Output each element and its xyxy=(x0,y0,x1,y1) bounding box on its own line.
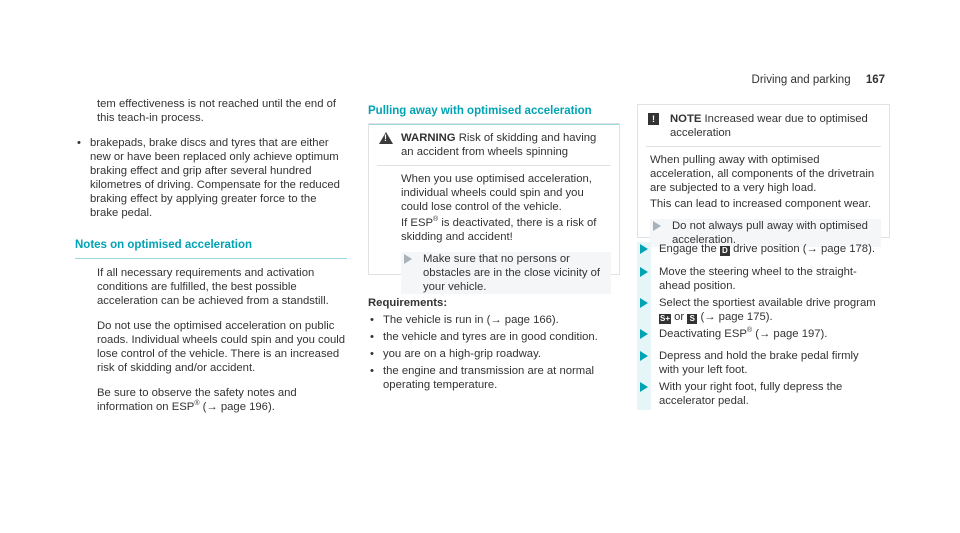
step-arrow-icon xyxy=(640,244,648,254)
step-arrow-icon xyxy=(640,267,648,277)
step-text: Depress and hold the brake pedal firmly with your left foot. xyxy=(659,350,859,376)
esp-ref-text: Be sure to observe the safety notes and information on ESP xyxy=(97,387,297,413)
warning-header xyxy=(369,124,619,165)
step-text: Select the sportiest available drive program xyxy=(659,297,876,309)
section-title-notes: Notes on optimised acceleration xyxy=(75,238,347,259)
page-ref-link[interactable]: (→ page 196). xyxy=(199,401,275,413)
notes-paragraph-3 xyxy=(75,386,347,414)
warning-step xyxy=(401,252,611,294)
requirements-list xyxy=(368,313,618,392)
registered-mark: ® xyxy=(194,400,200,408)
warning-risk-text: is deactivated, there is a risk of skidding and accident! xyxy=(401,217,597,243)
sport-plus-icon: S+ xyxy=(659,314,670,323)
note-title: Increased wear due to optimised acceleration xyxy=(670,113,868,139)
page-header xyxy=(752,73,885,87)
step-text: drive position (→ page 178). xyxy=(729,243,875,255)
step-text: Deactivating ESP xyxy=(659,328,747,340)
warning-paragraph-1: When you use optimised acceleration, individual wheels could spin and you could lose control of the vehicle. xyxy=(401,173,592,213)
warning-label: WARNING xyxy=(401,132,456,144)
procedure-steps xyxy=(637,242,890,410)
warning-title: Risk of skidding and having an accident from wheels spinning xyxy=(401,132,597,158)
step-arrow-icon xyxy=(404,254,412,264)
warning-box xyxy=(368,123,620,293)
requirements-title: Requirements: xyxy=(368,297,448,309)
warning-paragraph-2 xyxy=(401,216,611,244)
step-text: Engage the xyxy=(659,243,720,255)
notes-paragraph-2: Do not use the optimised acceleration on public roads. Individual wheels could spin and you could lose control of the vehicle. There is an increased risk of skidding and/or accident. xyxy=(97,320,346,374)
sport-icon: S xyxy=(687,314,697,324)
step-brake-pedal xyxy=(637,349,881,377)
step-deactivate-esp xyxy=(637,327,827,341)
requirement-item: • the engine and transmission are at normal operating temperature. xyxy=(368,364,618,392)
requirement-item: • the vehicle and tyres are in good condition. xyxy=(368,330,618,344)
step-accelerator xyxy=(637,380,881,408)
step-text: (→ page 197). xyxy=(752,328,828,340)
note-paragraph-1: When pulling away with optimised acceleration, all components of the drivetrain are subjected to a very high load. xyxy=(650,154,875,194)
bullet-brakepads: • brakepads, brake discs and tyres that are either new or have been replaced only achieve optimum braking effect and grip after several hundred kilometres of driving. Compensate for the reduced braking effect by applying greater force to the brake pedal. xyxy=(75,136,347,220)
requirement-item: • you are on a high-grip roadway. xyxy=(368,347,618,361)
warning-icon xyxy=(379,132,393,144)
page-number: 167 xyxy=(865,74,885,86)
note-header xyxy=(638,105,889,146)
notes-paragraph-1: If all necessary requirements and activation conditions are fulfilled, the best possible acceleration can be achieved from a standstill. xyxy=(97,267,329,307)
warning-step-text: Make sure that no persons or obstacles are in the close vicinity of your vehicle. xyxy=(423,253,601,293)
step-steering-wheel xyxy=(637,265,881,293)
step-arrow-icon xyxy=(640,382,648,392)
step-drive-program xyxy=(637,296,881,324)
step-text: (→ page 175). xyxy=(697,311,773,323)
step-text: or xyxy=(671,311,688,323)
step-text: Move the steering wheel to the straight-ahead position. xyxy=(659,266,857,292)
note-body xyxy=(646,146,881,255)
note-label: NOTE xyxy=(670,113,702,125)
step-text: With your right foot, fully depress the accelerator pedal. xyxy=(659,381,843,407)
note-box xyxy=(637,104,890,246)
step-arrow-icon xyxy=(640,351,648,361)
warning-body xyxy=(377,165,611,302)
drive-d-icon: D xyxy=(720,246,730,256)
step-arrow-icon xyxy=(640,298,648,308)
section-name: Driving and parking xyxy=(751,74,851,86)
note-step-text: Do not always pull away with optimised acceleration. xyxy=(672,220,868,246)
step-arrow-icon xyxy=(653,221,661,231)
intro-text: tem effectiveness is not reached until the end of this teach-in process. xyxy=(97,98,337,124)
registered-mark: ® xyxy=(433,216,439,224)
step-arrow-icon xyxy=(640,329,648,339)
note-icon: ! xyxy=(648,113,659,125)
warning-esp-text: If ESP xyxy=(401,217,434,229)
step-engage-d xyxy=(637,242,875,256)
note-paragraph-2: This can lead to increased component wear. xyxy=(650,198,872,210)
section-title-pulling-away: Pulling away with optimised acceleration xyxy=(368,104,620,125)
requirement-item: • The vehicle is run in (→ page 166). xyxy=(368,313,618,327)
registered-mark: ® xyxy=(746,327,753,335)
